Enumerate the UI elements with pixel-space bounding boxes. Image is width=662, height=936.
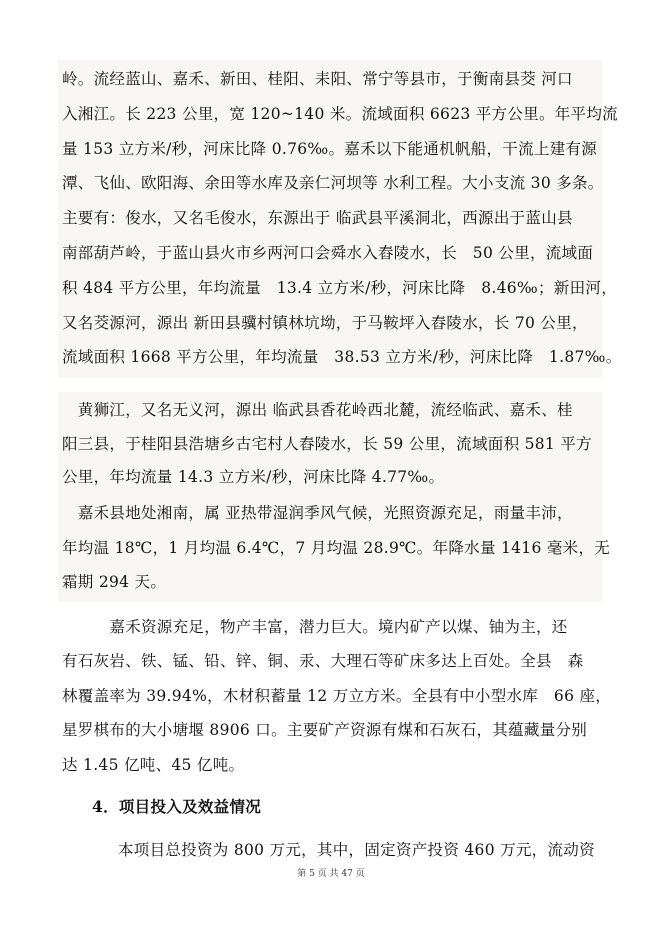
text-line: 嘉禾县地处湘南，属 亚热带湿润季风气候，光照资源充足，雨量丰沛，: [62, 504, 573, 522]
text-line: 达 1.45 亿吨、45 亿吨。: [62, 756, 245, 774]
text-line: 霜期 294 天。: [62, 573, 167, 591]
section-heading: 4．项目投入及效益情况: [92, 797, 262, 816]
text-highlight-block: [58, 392, 602, 602]
text-line: 年均温 18℃，1 月均温 6.4℃，7 月均温 28.9℃。年降水量 1416 毫米，无: [62, 539, 611, 557]
text-line: 有石灰岩、铁、锰、铅、锌、铜、汞、大理石等矿床多达上百处。全县 森: [62, 652, 584, 670]
text-line: 潭、飞仙、欧阳海、余田等水库及亲仁河坝等 水利工程。大小支流 30 多条。: [62, 174, 604, 192]
text-line: 积 484 平方公里，年均流量 13.4 立方米/秒，河床比降 8.46‰；新田河，: [62, 279, 618, 297]
text-line: 又名茭源河，源出 新田县骥村镇林坑坳，于马鞍坪入舂陵水，长 70 公里，: [62, 314, 588, 332]
text-line: 公里，年均流量 14.3 立方米/秒，河床比降 4.77‰。: [62, 468, 445, 486]
text-line: 黄狮江，又名无义河，源出 临武县香花岭西北麓，流经临武、嘉禾、桂: [62, 401, 573, 419]
page-number: 第 5 页 共 47 页: [297, 869, 365, 879]
text-line: 嘉禾资源充足，物产丰富，潜力巨大。境内矿产以煤、铀为主，还: [62, 618, 568, 636]
text-line: 入湘江。长 223 公里，宽 120~140 米。流域面积 6623 平方公里。年平均流: [62, 105, 618, 123]
text-line: 星罗棋布的大小塘堰 8906 口。主要矿产资源有煤和石灰石，其蕴藏量分别: [62, 721, 588, 739]
text-line: 岭。流经蓝山、嘉禾、新田、桂阳、耒阳、常宁等县市，于衡南县茭 河口: [62, 70, 573, 88]
text-line: 流域面积 1668 平方公里，年均流量 38.53 立方米/秒，河床比降 1.87‰。: [62, 348, 622, 366]
text-line: 量 153 立方米/秒，河床比降 0.76‰。嘉禾以下能通机帆船，干流上建有源: [62, 140, 598, 158]
text-line: 本项目总投资为 800 万元，其中，固定资产投资 460 万元，流动资: [118, 841, 595, 859]
text-line: 南部葫芦岭，于蓝山县火市乡两河口会舜水入舂陵水，长 50 公里，流域面: [62, 244, 594, 262]
text-line: 阳三县，于桂阳县浩塘乡古宅村人舂陵水，长 59 公里，流域面积 581 平方: [62, 435, 592, 453]
text-line: 主要有：俊水，又名毛俊水，东源出于 临武县平溪洞北，西源出于蓝山县: [62, 209, 573, 227]
text-line: 林覆盖率为 39.94%，木材积蓄量 12 万立方米。全县有中小型水库 66 座，: [62, 687, 612, 705]
